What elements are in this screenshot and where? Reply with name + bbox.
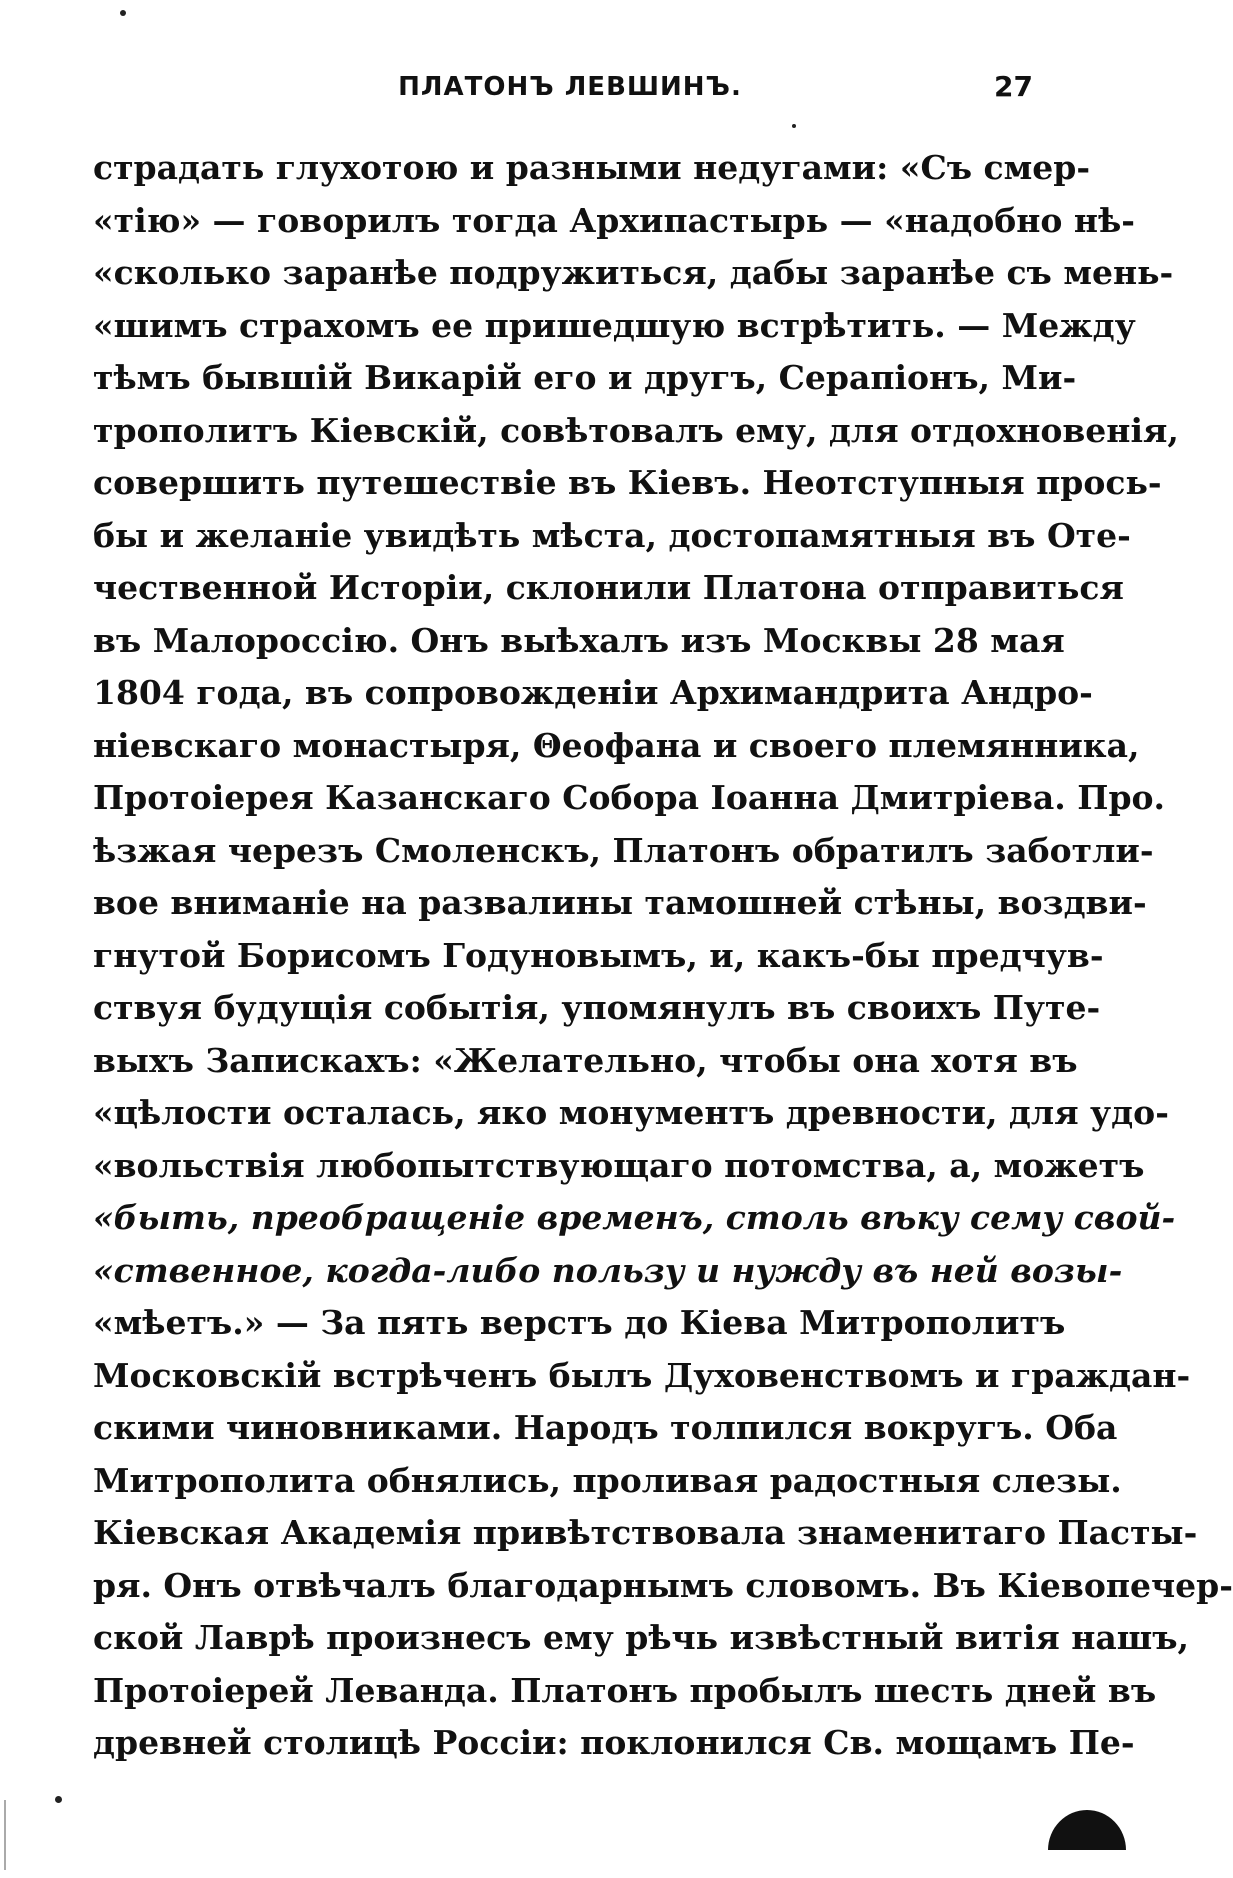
text-line: ской Лаврѣ произнесъ ему рѣчь извѣстный витія нашъ,: [93, 1618, 1190, 1657]
scan-speck: [55, 1796, 62, 1803]
text-line: совершить путешествіе въ Кіевъ. Неотступныя прось-: [93, 463, 1162, 502]
text-line: чественной Исторіи, склонили Платона отправиться: [93, 568, 1124, 607]
text-line: Московскій встрѣченъ былъ Духовенствомъ и граждан-: [93, 1355, 1191, 1395]
scan-corner-mark: [1048, 1810, 1126, 1850]
text-line: 1804 года, въ сопровожденіи Архимандрита Андро-: [93, 673, 1093, 712]
scan-speck: [120, 10, 126, 16]
text-line: гнутой Борисомъ Годуновымъ, и, какъ-бы предчув-: [93, 935, 1104, 975]
text-line: «сколько заранѣе подружиться, дабы заранѣе съ мень-: [93, 253, 1174, 292]
text-line: скими чиновниками. Народъ толпился вокругъ. Оба: [93, 1408, 1118, 1447]
text-line: «вольствія любопытствующаго потомства, а, можетъ: [93, 1145, 1145, 1185]
text-line: «ственное, когда-либо пользу и нужду въ ней возы-: [93, 1250, 1123, 1290]
scan-edge-line: [4, 1800, 6, 1870]
text-line: «мѣетъ.» — За пять верстъ до Кіева Митрополитъ: [93, 1303, 1066, 1342]
text-line: Кіевская Академія привѣтствовала знаменитаго Пасты-: [93, 1513, 1198, 1552]
text-line: ствуя будущія событія, упомянулъ въ своихъ Путе-: [93, 988, 1101, 1027]
text-line: «тію» — говорилъ тогда Архипастырь — «надобно нѣ-: [93, 200, 1135, 240]
body-text: [93, 142, 1233, 1770]
text-line: трополитъ Кіевскій, совѣтовалъ ему, для отдохновенія,: [93, 410, 1179, 450]
text-line: Митрополита обнялись, проливая радостныя слезы.: [93, 1460, 1122, 1500]
text-line: страдать глухотою и разными недугами: «Съ смер-: [93, 148, 1091, 187]
text-line: выхъ Запискахъ: «Желательно, чтобы она хотя въ: [93, 1040, 1078, 1080]
text-line: вое вниманіе на развалины тамошней стѣны, воздви-: [93, 883, 1147, 922]
text-line: древней столицѣ Россіи: поклонился Св. мощамъ Пе-: [93, 1723, 1135, 1762]
text-line: Протоіерей Леванда. Платонъ пробылъ шесть дней въ: [93, 1670, 1157, 1710]
text-line: въ Малороссію. Онъ выѣхалъ изъ Москвы 28 мая: [93, 620, 1065, 660]
page-number: 27: [994, 70, 1033, 103]
text-line: бы и желаніе увидѣть мѣста, достопамятныя въ Оте-: [93, 515, 1131, 555]
text-line: «шимъ страхомъ ее пришедшую встрѣтить. — Между: [93, 305, 1136, 345]
text-line: «быть, преобращеніе временъ, столь вѣку сему свой-: [93, 1198, 1176, 1237]
text-line: ря. Онъ отвѣчалъ благодарнымъ словомъ. Въ Кіевопечер-: [93, 1565, 1233, 1605]
scan-speck: [792, 124, 796, 128]
text-line: Протоіерея Казанскаго Собора Іоанна Дмитріева. Про.: [93, 778, 1166, 817]
text-line: ѣзжая черезъ Смоленскъ, Платонъ обратилъ заботли-: [93, 830, 1154, 870]
text-line: тѣмъ бывшій Викарій его и другъ, Серапіонъ, Ми-: [93, 358, 1077, 397]
text-line: «цѣлости осталась, яко монументъ древности, для удо-: [93, 1093, 1169, 1132]
running-title: ПЛАТОНЪ ЛЕВШИНЪ.: [398, 72, 742, 102]
text-line: ніевскаго монастыря, Θеофана и своего племянника,: [93, 725, 1140, 765]
